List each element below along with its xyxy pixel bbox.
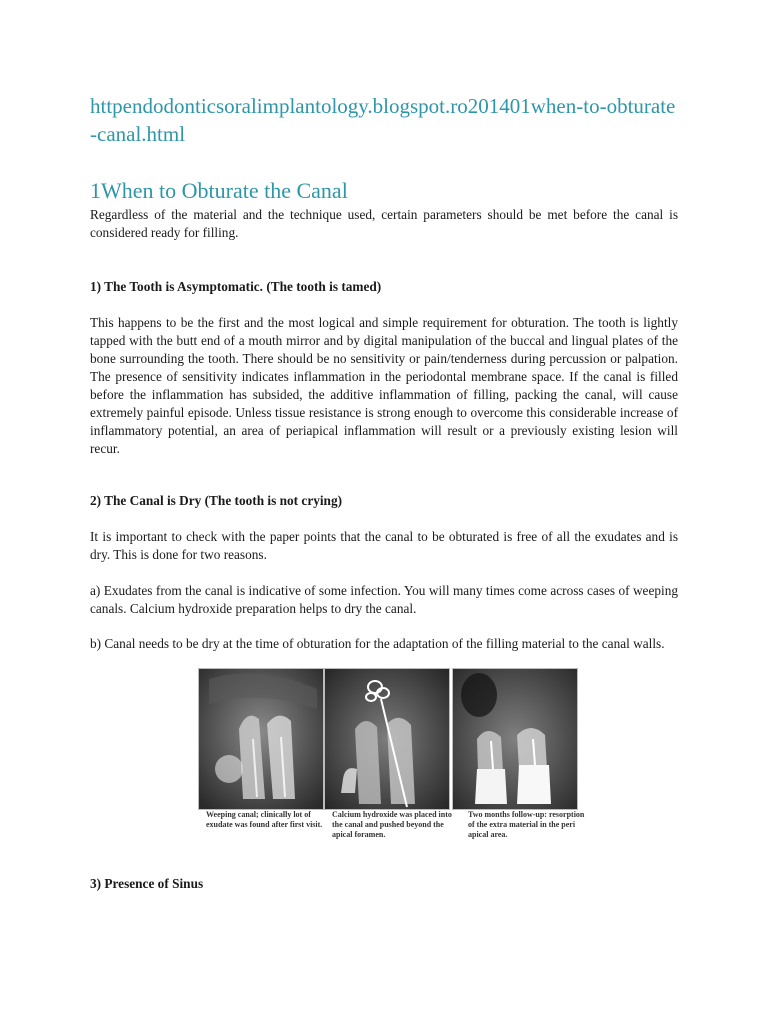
section1-title: 1) The Tooth is Asymptomatic. (The tooth is tamed) [90,279,382,294]
section2-point-b: b) Canal needs to be dry at the time of obturation for the adaptation of the filling material to the canal walls. [90,636,665,651]
section3-title: 3) Presence of Sinus [90,876,204,891]
intro-paragraph: Regardless of the material and the technique used, certain parameters should be met before the canal is considered ready for filling. [90,207,678,240]
section2-title: 2) The Canal is Dry (The tooth is not crying) [90,493,343,508]
source-link[interactable]: httpendodonticsoralimplantology.blogspot.ro201401when-to-obturate-canal.html [90,94,676,146]
section2-body: It is important to check with the paper points that the canal to be obturated is free of all the exudates and is dry. This is done for two reasons. [90,529,678,562]
section2-point-a: a) Exudates from the canal is indicative of some infection. You will many times come across cases of weeping canals. Calcium hydroxide preparation helps to dry the canal. [90,583,678,616]
xray-image-calcium-hydroxide [324,668,450,810]
xray-image-follow-up [452,668,578,810]
page-title: 1When to Obturate the Canal [90,178,348,203]
section1-body: This happens to be the first and the most logical and simple requirement for obturation. The tooth is lightly tapped with the butt end of a mouth mirror and by digital manipulation of the buccal and lingual plates of the bone surrounding the tooth. There should be no sensitivity or pain/tenderness during percussion or palpation. The presence of sensitivity indicates inflammation in the periodontal membrane space. If the canal is filled before the inflammation has subsided, the additive inflammation of filling, packing the canal, will cause extremely painful episode. Unless tissue resistance is strong enough to overcome this considerable increase of inflammatory potential, an area of periapical inflammation will result or a previously existing lesion will recur. [90,315,678,456]
xray-figure [198,668,585,854]
figure-caption-1: Weeping canal; clinically lot of exudate was found after first visit. [206,810,330,830]
figure-caption-3: Two months follow-up: resorption of the extra material in the peri apical area. [468,810,592,840]
xray-image-weeping-canal [198,668,324,810]
figure-caption-2: Calcium hydroxide was placed into the canal and pushed beyond the apical foramen. [332,810,456,840]
